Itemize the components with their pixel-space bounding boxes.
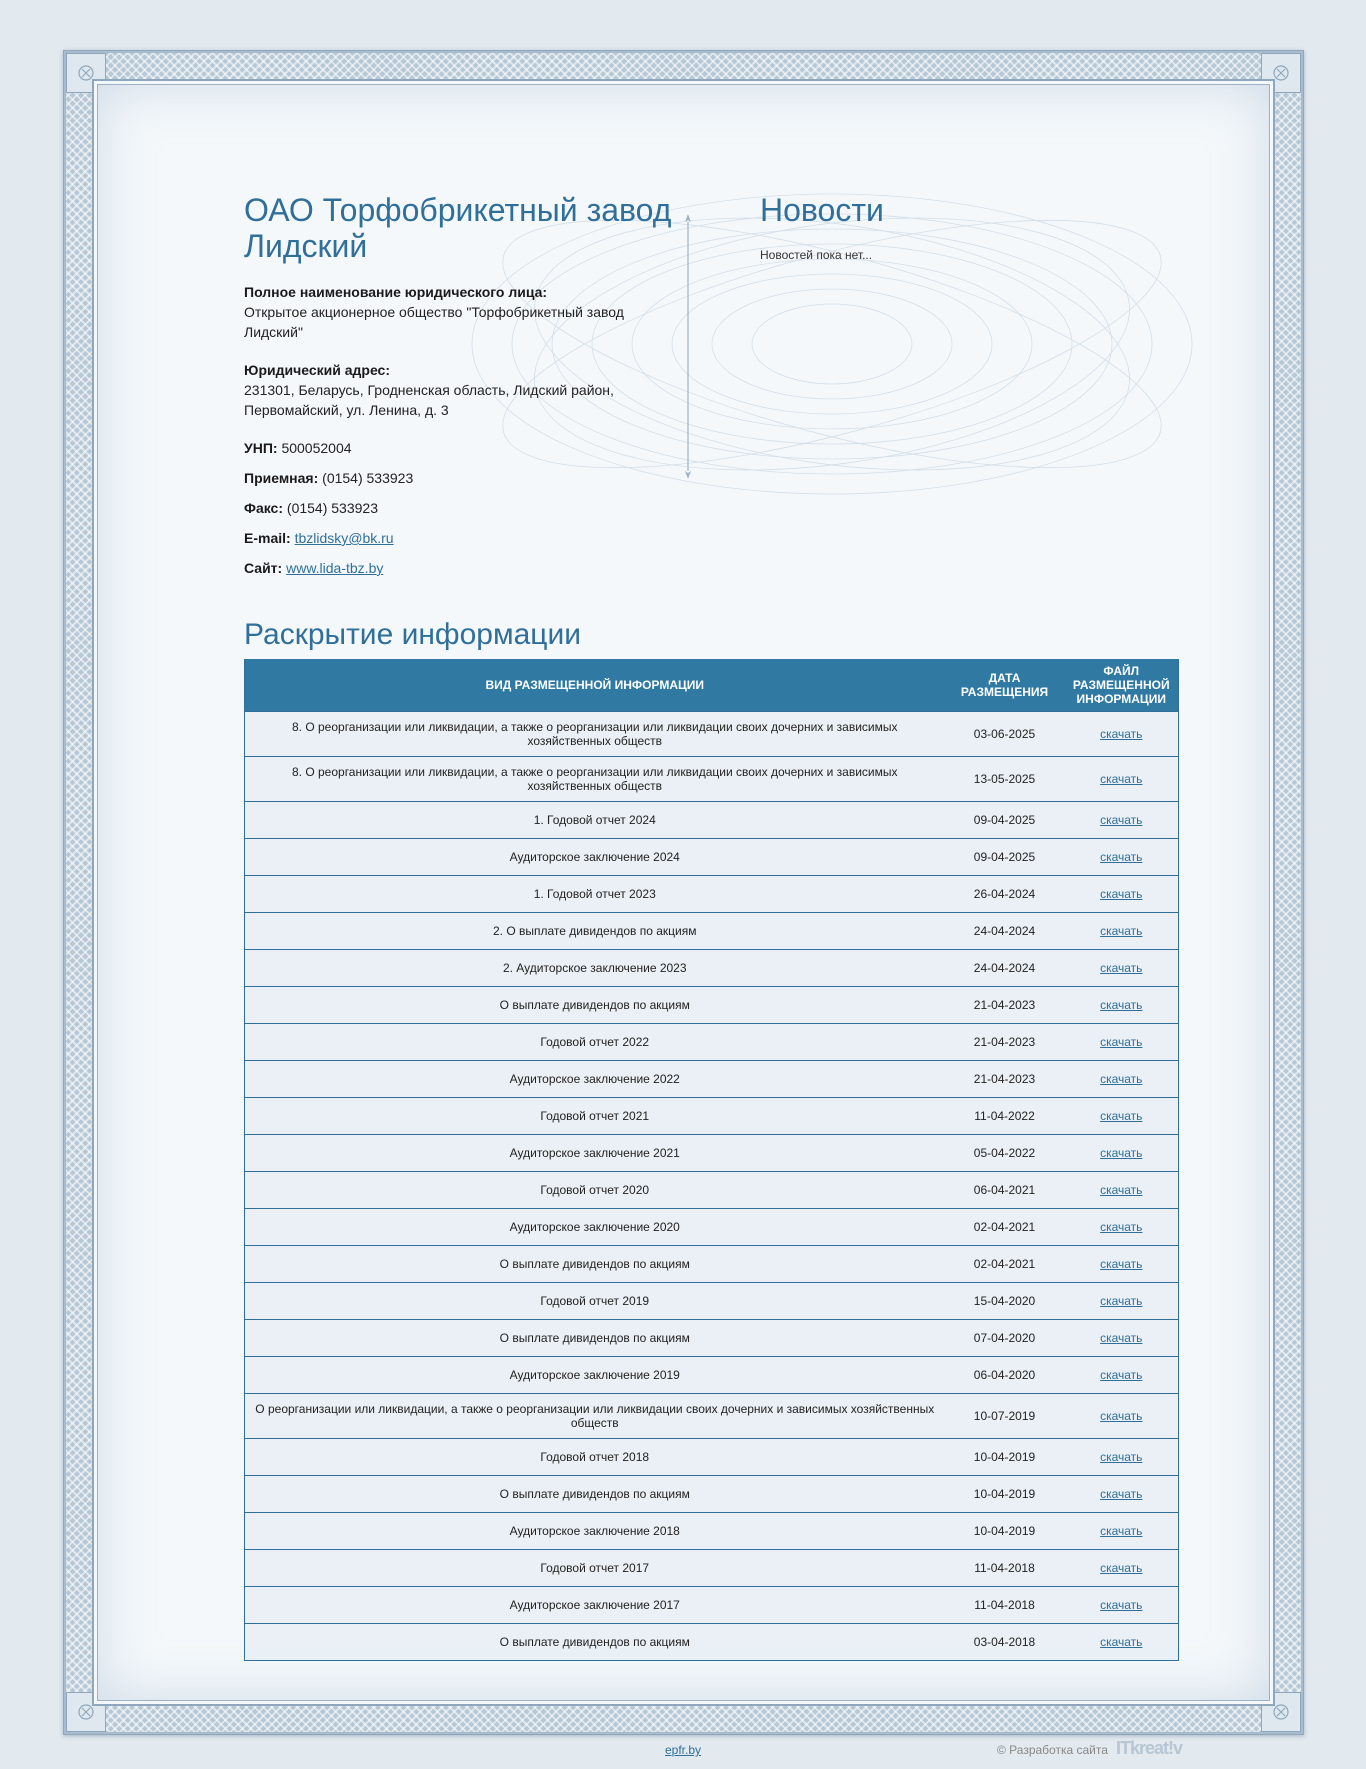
table-row (245, 1475, 1179, 1512)
download-link[interactable]: скачать (1100, 1367, 1143, 1382)
download-link[interactable]: скачать (1100, 771, 1143, 786)
row-info-type: О выплате дивидендов по акциям (245, 1319, 945, 1356)
row-info-type: О выплате дивидендов по акциям (245, 1475, 945, 1512)
row-info-type: 8. О реорганизации или ликвидации, а также о реорганизации или ликвидации своих дочерних и зависимых хозяйственных обществ (245, 756, 945, 801)
download-link[interactable]: скачать (1100, 1408, 1143, 1423)
row-file-cell (1065, 1060, 1179, 1097)
disclosure-table (244, 659, 1179, 1661)
download-link[interactable]: скачать (1100, 886, 1143, 901)
reception-label: Приемная: (244, 470, 319, 486)
row-date: 15-04-2020 (945, 1282, 1065, 1319)
row-file-cell (1065, 1282, 1179, 1319)
row-file-cell (1065, 1171, 1179, 1208)
download-link[interactable]: скачать (1100, 1560, 1143, 1575)
email-link[interactable]: tbzlidsky@bk.ru (294, 530, 394, 546)
download-link[interactable]: скачать (1100, 1256, 1143, 1271)
address-label: Юридический адрес: (244, 362, 390, 378)
row-date: 11-04-2018 (945, 1586, 1065, 1623)
disclosure-title: Раскрытие информации (244, 618, 581, 651)
unp-field (244, 438, 684, 458)
row-file-cell (1065, 711, 1179, 756)
column-divider (683, 214, 693, 479)
row-date: 21-04-2023 (945, 1060, 1065, 1097)
row-date: 11-04-2018 (945, 1549, 1065, 1586)
row-info-type: Годовой отчет 2022 (245, 1023, 945, 1060)
table-row (245, 1060, 1179, 1097)
row-info-type: Годовой отчет 2020 (245, 1171, 945, 1208)
row-date: 24-04-2024 (945, 912, 1065, 949)
full-name-label: Полное наименование юридического лица: (244, 284, 548, 300)
address-field (244, 360, 684, 420)
row-date: 13-05-2025 (945, 756, 1065, 801)
address-value: 231301, Беларусь, Гродненская область, Лидский район, Первомайский, ул. Ленина, д. 3 (244, 382, 614, 418)
developer-logo[interactable]: ITkreat!v (1116, 1738, 1183, 1758)
row-file-cell (1065, 1023, 1179, 1060)
row-date: 06-04-2020 (945, 1356, 1065, 1393)
row-file-cell (1065, 1623, 1179, 1660)
row-info-type: Аудиторское заключение 2024 (245, 838, 945, 875)
row-info-type: Аудиторское заключение 2019 (245, 1356, 945, 1393)
row-file-cell (1065, 1512, 1179, 1549)
download-link[interactable]: скачать (1100, 1182, 1143, 1197)
row-date: 03-06-2025 (945, 711, 1065, 756)
page-footer (0, 1738, 1366, 1762)
row-date: 03-04-2018 (945, 1623, 1065, 1660)
column-header-date: ДАТА РАЗМЕЩЕНИЯ (945, 659, 1065, 711)
table-row (245, 1512, 1179, 1549)
row-date: 07-04-2020 (945, 1319, 1065, 1356)
site-label: Сайт: (244, 560, 283, 576)
row-info-type: 8. О реорганизации или ликвидации, а также о реорганизации или ликвидации своих дочерних и зависимых хозяйственных обществ (245, 711, 945, 756)
row-info-type: 2. О выплате дивидендов по акциям (245, 912, 945, 949)
news-section (760, 192, 1160, 262)
row-date: 09-04-2025 (945, 801, 1065, 838)
table-row (245, 949, 1179, 986)
fax-field (244, 498, 684, 518)
table-row (245, 1134, 1179, 1171)
table-row (245, 1438, 1179, 1475)
row-date: 05-04-2022 (945, 1134, 1065, 1171)
table-row (245, 756, 1179, 801)
row-info-type: Аудиторское заключение 2017 (245, 1586, 945, 1623)
row-date: 11-04-2022 (945, 1097, 1065, 1134)
row-info-type: Годовой отчет 2018 (245, 1438, 945, 1475)
row-file-cell (1065, 1438, 1179, 1475)
download-link[interactable]: скачать (1100, 1219, 1143, 1234)
table-row (245, 1393, 1179, 1438)
row-file-cell (1065, 986, 1179, 1023)
table-row (245, 875, 1179, 912)
download-link[interactable]: скачать (1100, 1597, 1143, 1612)
reception-field (244, 468, 684, 488)
news-empty-message: Новостей пока нет... (760, 248, 873, 262)
email-label: E-mail: (244, 530, 291, 546)
row-date: 02-04-2021 (945, 1245, 1065, 1282)
download-link[interactable]: скачать (1100, 726, 1143, 741)
download-link[interactable]: скачать (1100, 1145, 1143, 1160)
full-name-value: Открытое акционерное общество "Торфобрикетный завод Лидский" (244, 304, 624, 340)
row-date: 24-04-2024 (945, 949, 1065, 986)
row-info-type: 1. Годовой отчет 2023 (245, 875, 945, 912)
row-file-cell (1065, 1549, 1179, 1586)
row-file-cell (1065, 1134, 1179, 1171)
table-row (245, 1282, 1179, 1319)
table-row (245, 1097, 1179, 1134)
row-date: 09-04-2025 (945, 838, 1065, 875)
download-link[interactable]: скачать (1100, 812, 1143, 827)
footer-site-link[interactable]: epfr.by (665, 1743, 702, 1757)
column-header-file: ФАЙЛ РАЗМЕЩЕННОЙ ИНФОРМАЦИИ (1065, 659, 1179, 711)
table-row (245, 912, 1179, 949)
reception-value: (0154) 533923 (322, 470, 414, 486)
download-link[interactable]: скачать (1100, 1034, 1143, 1049)
row-file-cell (1065, 801, 1179, 838)
row-date: 21-04-2023 (945, 986, 1065, 1023)
disclosure-table-wrap (244, 659, 1178, 1661)
fax-value: (0154) 533923 (286, 500, 378, 516)
table-header-row (245, 659, 1179, 711)
row-file-cell (1065, 912, 1179, 949)
row-info-type: Аудиторское заключение 2021 (245, 1134, 945, 1171)
row-file-cell (1065, 1393, 1179, 1438)
row-info-type: О выплате дивидендов по акциям (245, 986, 945, 1023)
row-date: 02-04-2021 (945, 1208, 1065, 1245)
download-link[interactable]: скачать (1100, 1330, 1143, 1345)
download-link[interactable]: скачать (1100, 1634, 1143, 1649)
disclosure-table-body (245, 711, 1179, 1660)
row-file-cell (1065, 1319, 1179, 1356)
row-date: 10-04-2019 (945, 1512, 1065, 1549)
row-info-type: 1. Годовой отчет 2024 (245, 801, 945, 838)
row-info-type: Годовой отчет 2021 (245, 1097, 945, 1134)
site-field (244, 558, 684, 578)
row-file-cell (1065, 949, 1179, 986)
row-file-cell (1065, 1245, 1179, 1282)
row-date: 10-04-2019 (945, 1475, 1065, 1512)
table-row (245, 1023, 1179, 1060)
table-row (245, 1171, 1179, 1208)
row-file-cell (1065, 1586, 1179, 1623)
download-link[interactable]: скачать (1100, 1523, 1143, 1538)
table-row (245, 1245, 1179, 1282)
row-date: 26-04-2024 (945, 875, 1065, 912)
site-link[interactable]: www.lida-tbz.by (286, 560, 384, 576)
row-info-type: Аудиторское заключение 2020 (245, 1208, 945, 1245)
row-info-type: Годовой отчет 2019 (245, 1282, 945, 1319)
row-info-type: 2. Аудиторское заключение 2023 (245, 949, 945, 986)
table-row (245, 1623, 1179, 1660)
row-info-type: Аудиторское заключение 2022 (245, 1060, 945, 1097)
company-info (244, 192, 684, 578)
row-file-cell (1065, 838, 1179, 875)
table-row (245, 1319, 1179, 1356)
full-name-field (244, 282, 684, 342)
download-link[interactable]: скачать (1100, 1108, 1143, 1123)
row-file-cell (1065, 1208, 1179, 1245)
table-row (245, 1356, 1179, 1393)
download-link[interactable]: скачать (1100, 849, 1143, 864)
row-file-cell (1065, 756, 1179, 801)
news-title: Новости (760, 192, 884, 228)
email-field (244, 528, 684, 548)
download-link[interactable]: скачать (1100, 1449, 1143, 1464)
download-link[interactable]: скачать (1100, 1071, 1143, 1086)
fax-label: Факс: (244, 500, 284, 516)
row-info-type: Годовой отчет 2017 (245, 1549, 945, 1586)
table-row (245, 711, 1179, 756)
download-link[interactable]: скачать (1100, 1486, 1143, 1501)
download-link[interactable]: скачать (1100, 923, 1143, 938)
column-header-type: ВИД РАЗМЕЩЕННОЙ ИНФОРМАЦИИ (245, 659, 945, 711)
content-paper (92, 79, 1275, 1706)
row-info-type: Аудиторское заключение 2018 (245, 1512, 945, 1549)
page-title: ОАО Торфобрикетный завод Лидский (244, 192, 672, 264)
row-file-cell (1065, 1356, 1179, 1393)
row-info-type: О выплате дивидендов по акциям (245, 1245, 945, 1282)
footer-developer-text: © Разработка сайта (997, 1743, 1108, 1757)
download-link[interactable]: скачать (1100, 960, 1143, 975)
row-file-cell (1065, 875, 1179, 912)
unp-label: УНП: (244, 440, 278, 456)
table-row (245, 801, 1179, 838)
table-row (245, 986, 1179, 1023)
unp-value: 500052004 (281, 440, 352, 456)
table-row (245, 838, 1179, 875)
row-info-type: О реорганизации или ликвидации, а также о реорганизации или ликвидации своих дочерних и зависимых хозяйственных обществ (245, 1393, 945, 1438)
row-file-cell (1065, 1475, 1179, 1512)
table-row (245, 1549, 1179, 1586)
row-file-cell (1065, 1097, 1179, 1134)
table-row (245, 1208, 1179, 1245)
row-date: 06-04-2021 (945, 1171, 1065, 1208)
download-link[interactable]: скачать (1100, 997, 1143, 1012)
row-info-type: О выплате дивидендов по акциям (245, 1623, 945, 1660)
row-date: 10-07-2019 (945, 1393, 1065, 1438)
download-link[interactable]: скачать (1100, 1293, 1143, 1308)
row-date: 10-04-2019 (945, 1438, 1065, 1475)
certificate-frame (63, 50, 1304, 1735)
table-row (245, 1586, 1179, 1623)
row-date: 21-04-2023 (945, 1023, 1065, 1060)
